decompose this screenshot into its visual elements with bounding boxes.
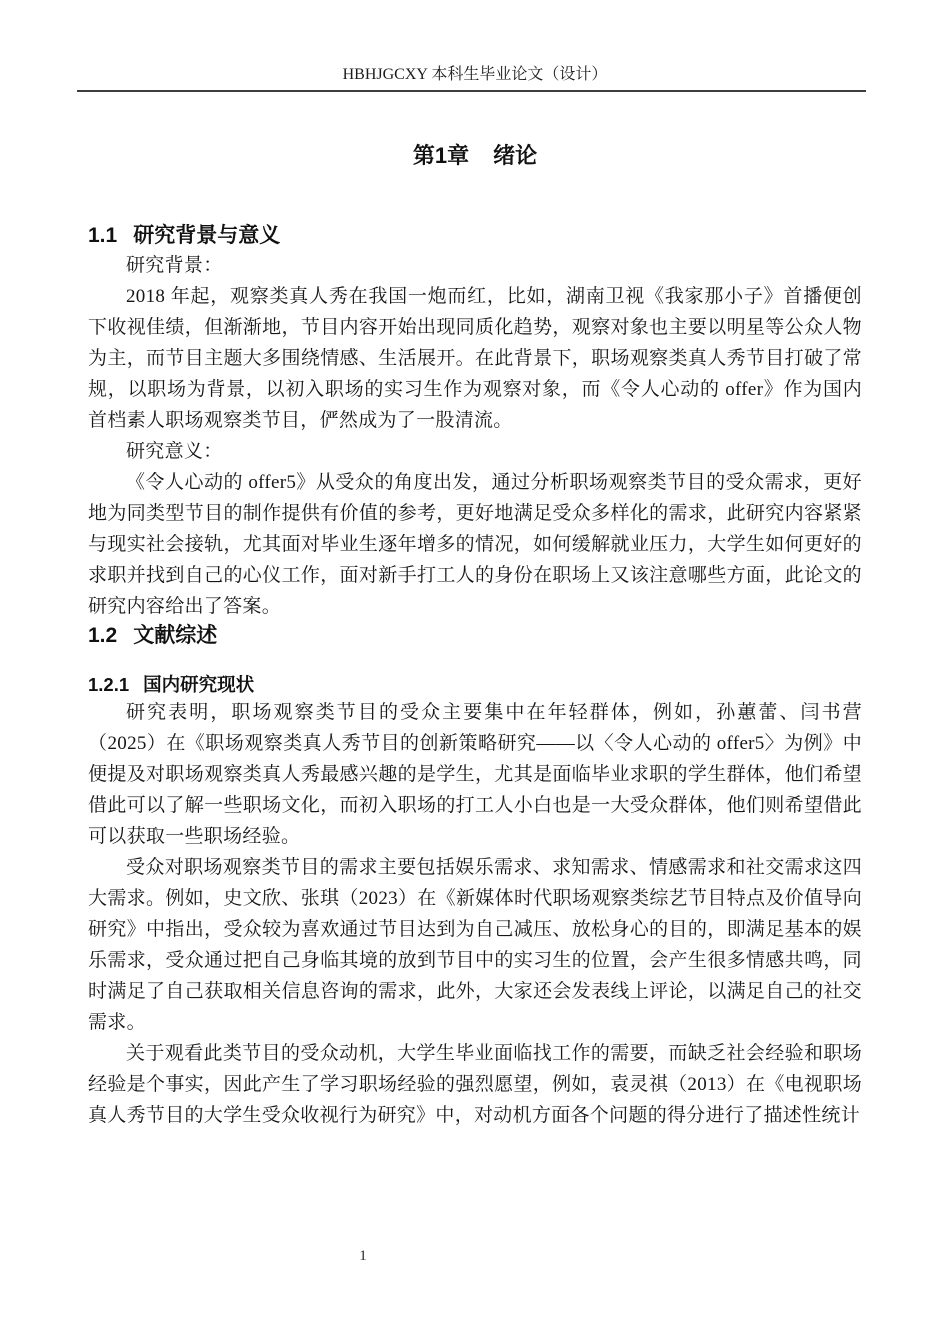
research-background-paragraph: 2018 年起，观察类真人秀在我国一炮而红，比如，湖南卫视《我家那小子》首播便创下收视佳绩，但渐渐地，节目内容开始出现同质化趋势，观察对象也主要以明星等公众人物为主，而节目主题大多围绕情感、生活展开。在此背景下，职场观察类真人秀节目打破了常规，以职场为背景，以初入职场的实习生作为观察对象，而《令人心动的 offer》作为国内首档素人职场观察类节目，俨然成为了一股清流。 [88, 286, 862, 431]
section-1-1-number: 1.1 [88, 224, 118, 247]
page-body [88, 222, 862, 1131]
literature-review-paragraph-2: 受众对职场观察类节目的需求主要包括娱乐需求、求知需求、情感需求和社交需求这四大需求。例如，史文欣、张琪（2023）在《新媒体时代职场观察类综艺节目特点及价值导向研究》中指出，受众较为喜欢通过节目达到为自己减压、放松身心的目的，即满足基本的娱乐需求，受众通过把自己身临其境的放到节目中的实习生的位置，会产生很多情感共鸣，同时满足了自己获取相关信息咨询的需求，此外，大家还会发表线上评论，以满足自己的社交需求。 [88, 857, 862, 1033]
subsection-heading-1-2-1 [88, 672, 862, 697]
section-1-2-number: 1.2 [88, 624, 118, 647]
section-1-1-title: 研究背景与意义 [133, 224, 281, 247]
research-background-label: 研究背景： [126, 255, 223, 276]
section-1-2-title: 文献综述 [133, 624, 218, 647]
chapter-title [0, 141, 950, 171]
research-significance-label: 研究意义： [126, 441, 223, 462]
section-heading-1-2 [88, 622, 862, 650]
subsection-1-2-1-number: 1.2.1 [88, 674, 130, 695]
chapter-number: 第1章 [412, 143, 470, 168]
page-number: 1 [359, 1248, 367, 1264]
header-divider-rule [77, 90, 866, 92]
subsection-1-2-1-title: 国内研究现状 [143, 674, 255, 695]
chapter-title-text: 绪论 [493, 143, 538, 168]
literature-review-paragraph-1: 研究表明，职场观察类节目的受众主要集中在年轻群体，例如，孙蕙蕾、闫书营（2025）在《职场观察类真人秀节目的创新策略研究——以〈令人心动的 offer5〉为例》中便提及对职场观察类真人秀最感兴趣的是学生，尤其是面临毕业求职的学生群体，他们希望借此可以了解一些职场文化，而初入职场的打工人小白也是一大受众群体，他们则希望借此可以获取一些职场经验。 [88, 702, 862, 847]
literature-review-paragraph-3: 关于观看此类节目的受众动机，大学生毕业面临找工作的需要，而缺乏社会经验和职场经验是个事实，因此产生了学习职场经验的强烈愿望，例如，袁灵祺（2013）在《电视职场真人秀节目的大学生受众收视行为研究》中，对动机方面各个问题的得分进行了描述性统计 [88, 1043, 862, 1126]
research-significance-paragraph: 《令人心动的 offer5》从受众的角度出发，通过分析职场观察类节目的受众需求，更好地为同类型节目的制作提供有价值的参考，更好地满足受众多样化的需求，此研究内容紧紧与现实社会接轨，尤其面对毕业生逐年增多的情况，如何缓解就业压力，大学生如何更好的求职并找到自己的心仪工作，面对新手打工人的身份在职场上又该注意哪些方面，此论文的研究内容给出了答案。 [88, 472, 862, 617]
section-heading-1-1 [88, 222, 862, 250]
running-header: HBHJGCXY 本科生毕业论文（设计） [342, 66, 608, 83]
